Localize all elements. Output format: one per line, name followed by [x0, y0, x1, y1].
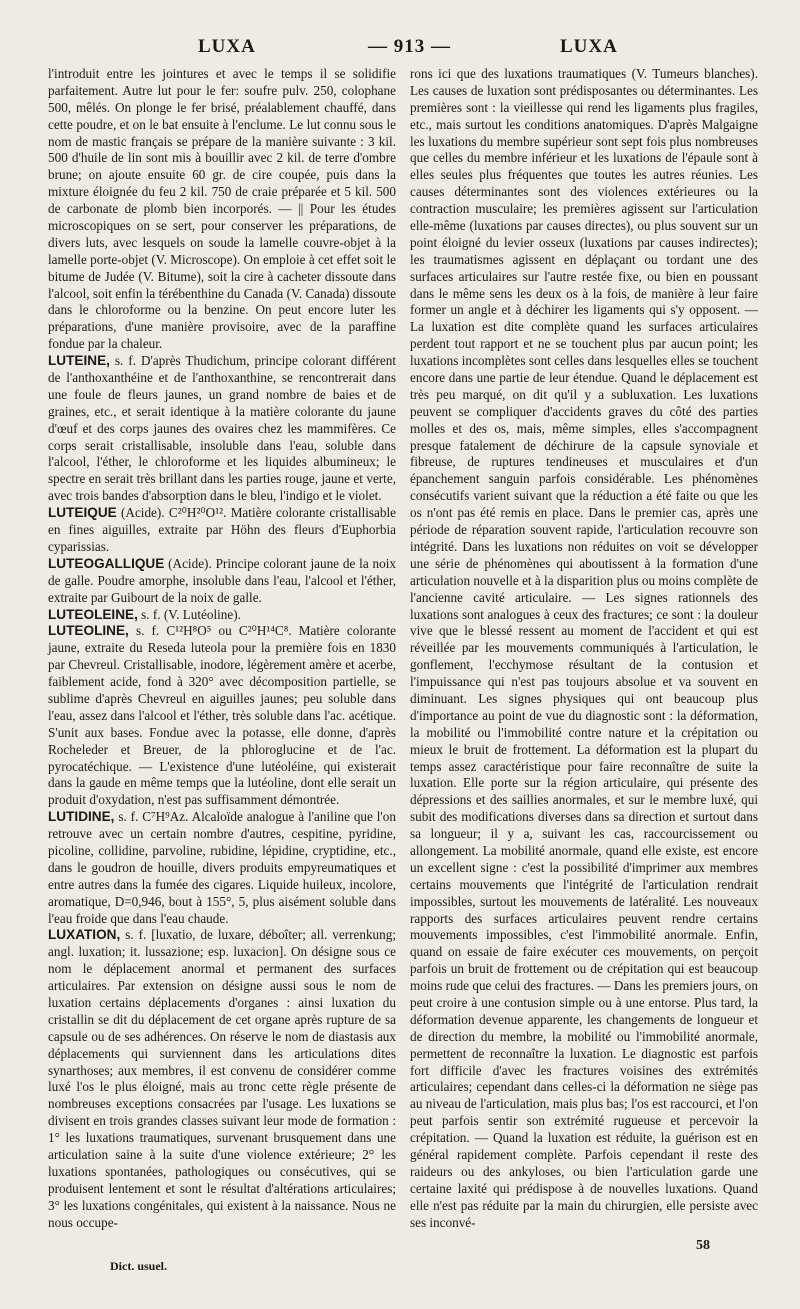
- entry-headword: LUTEOLINE,: [48, 623, 129, 639]
- entry-text: (Acide). C²⁰H²⁰O¹². Matière colorante cristallisable en fines aiguilles, extraite par Höhn des fleurs d'Euphorbia cyparissias.: [48, 505, 396, 554]
- entry-lut-continuation: [48, 66, 396, 353]
- entry-text: s. f. C⁷H⁹Az. Alcaloïde analogue à l'aniline que l'on retrouve avec un certain nombre d'autres, cespitine, pyridine, picoline, collidine, parvoline, rubidine, lépidine, cryptidine, etc., dans le goudron de houille, divers produits empyreumatiques et entre autres dans la fumée des cigares. Liquide huileux, incolore, aromatique, D=0,946, bout à 155°, 5, plus aisément soluble dans l'eau froide que dans l'eau chaude.: [48, 809, 396, 926]
- sheet-number: 58: [696, 1238, 710, 1253]
- entry-text: s. f. D'après Thudichum, principe colorant différent de l'anthoxanthéine et de l'anthoxanthine, se rencontrerait dans une foule de fleurs jaunes, un grand nombre de baies et de graines, etc., et serait identique à la matière colorante du jaune d'œuf et des corps jaunes des ovaires chez les mammifères. Ce corps serait cristallisable, insoluble dans l'eau, soluble dans l'alcool, l'éther, le chloroforme et les liquides albumineux; le spectre en serait très brillant dans les parties rouge, jaune et verte, avec trois bandes d'absorption dans le bleu, l'indigo et le violet.: [48, 353, 396, 504]
- entry-lutidine: [48, 809, 396, 927]
- entry-luteoline: [48, 623, 396, 809]
- entry-luteine: [48, 353, 396, 505]
- entry-text: s. f. C¹²H⁸O⁵ ou C²⁰H¹⁴C⁸. Matière colorante jaune, extraite du Reseda luteola pour la première fois en 1830 par Chevreul. Cristallisable, inodore, légèrement amère et acerbe, faiblement acide, fond à 320° avec décomposition partielle, se sublime d'après Chevreul en aiguilles jaunes; peu soluble dans l'eau, assez dans l'alcool et l'éther, très soluble dans l'ac. acétique. S'unit aux bases. Fondue avec la potasse, elle donne, d'après Rocheleder et Breuer, de la phloroglucine et de l'ac. pyrocatéchique. — L'existence d'une lutéoléine, qui existerait dans la gaude en même temps que la lutéoline, dont elle serait un produit d'oxydation, n'est pas suffisamment démontrée.: [48, 623, 396, 808]
- entry-text: s. f. [luxatio, de luxare, déboîter; all. verrenkung; angl. luxation; it. lussazione; esp. luxacion]. On désigne sous ce nom le déplacement anormal et permanent des surfaces articulaires. Par extension on désigne aussi sous le nom de luxation certains déplacements d'organes : ainsi luxation du cristallin se dit du déplacement de cet organe après rupture de sa capsule ou de ses adhérences. On réserve le nom de diastasis aux déplacements qui surviennent dans les articulations dites synarthoses; aux membres, il est convenu de considérer comme luxé l'os le plus éloigné, mais au tronc cette règle présente de nombreuses exceptions consacrées par l'usage. Les luxations se divisent en trois grandes classes suivant leur mode de formation : 1° les luxations traumatiques, survenant brusquement dans une articulation saine à la suite d'une violence extérieure; 2° les luxations spontanées, pathologiques ou consécutives, qui se produisent lentement et sont le résultat d'altérations articulaires; 3° les luxations congénitales, qui existent à la naissance. Nous ne nous occupe-: [48, 927, 396, 1230]
- entry-headword: LUXATION,: [48, 927, 121, 943]
- running-header: [0, 36, 800, 64]
- right-column: [410, 66, 758, 1231]
- signature-mark: Dict. usuel.: [110, 1259, 167, 1273]
- header-right-word: LUXA: [560, 36, 618, 57]
- entry-luteique: [48, 505, 396, 556]
- entry-text: rons ici que des luxations traumatiques (V. Tumeurs blanches). Les causes de luxation sont prédisposantes ou déterminantes. Les premières sont : la vieillesse qui rend les ligaments plus fragiles, etc., mais surtout les conditions anatomiques. D'après Malgaigne les luxations du membre supérieur sont sept fois plus nombreuses que celles du membre inférieur et les luxations de l'épaule sont à elles seules plus fréquentes que toutes les autres réunies. Les causes déterminantes sont des violences extérieures ou la contraction musculaire; les premières agissent sur l'articulation elle-même (luxations par causes directes), ou plus souvent sur un point éloigné du levier osseux (luxations par causes indirectes); les traumatismes agissent en déplaçant ou tordant une des surfaces articulaires sur l'autre restée fixe, ou bien en poussant dans le même sens les deux os à la fois, de manière à leur faire former un angle et à déchirer les ligaments qui s'y opposent. — La luxation est dite complète quand les surfaces articulaires perdent tout rapport et ne se touchent plus par aucun point; les luxations incomplètes sont celles dans lesquelles elles se touchent encore dans une partie de leur étendue. Quand le déplacement est très peu marqué, on dit qu'il y a subluxation. Les luxations peuvent se compliquer d'accidents graves du côté des parties molles et des os, mais, même simples, elles s'accompagnent presque fatalement de déchirure de la capsule synoviale et fibreuse, de ruptures tendineuses et musculaires et d'un épanchement sanguin parfois considérable. Les phénomènes consécutifs varient suivant que la réduction a été faite ou que les os n'ont pas été remis en place. Dans le premier cas, après une période de réparation souvent rapide, l'articulation recouvre son intégrité. Dans les luxations non réduites on voit se développer une série de phénomènes qui aboutissent à la formation d'une articulation nouvelle et à la disparition plus ou moins complète de l'ancienne cavité articulaire. — Les signes rationnels des luxations sont analogues à ceux des fractures; ce sont : la douleur vive que le blessé ressent au moment de l'accident et qui est réveillée par les mouvements communiqués à l'articulation, le gonflement, l'ecchymose résultant de la contusion et l'impuissance qui n'est pas toujours absolue et va souvent en diminuant. Les signes physiques qui ont beaucoup plus d'importance au point de vue du diagnostic sont : la déformation, la mobilité ou l'immobilité contre nature et la crépitation ou mieux le bruit de frottement. La déformation est la plupart du temps assez caractéristique pour faire reconnaître de suite la luxation. Elle porte sur la région articulaire, qui présente des dépressions et des saillies anormales, et sur le membre luxé, qui subit des modifications diverses dans sa direction et surtout dans sa longueur; il y a, suivant les cas, raccourcissement ou allongement. La mobilité anormale, quand elle existe, est encore un excellent signe : c'est la possibilité d'imprimer aux membres certains mouvements que l'intégrité de l'articulation rendrait impossibles, surtout les mouvements de latéralité. Les nouveaux rapports des surfaces articulaires peuvent rendre certains mouvements impossibles, c'est l'immobilité anormale. Enfin, quand on essaie de faire exécuter ces mouvements, on perçoit parfois un bruit de frottement ou de crépitation qui est beaucoup moins rude que celui des fractures. — Dans les premiers jours, on peut croire à une contusion simple ou à une entorse. Plus tard, la déformation devenue apparente, les changements de longueur et de direction du membre, la mobilité ou l'immobilité anormale, permettent de reconnaître la luxation. Le diagnostic est parfois fort difficile d'avec les fractures voisines des extrémités articulaires; cependant dans celles-ci la déformation ne siège pas au niveau de l'articulation, mais plus bas; l'os est raccourci, et l'on peut parfois sentir son extrémité rugueuse et percevoir la crépitation. — Quand la luxation est réduite, la guérison est en général rapidement complète. Parfois cependant il reste des raideurs ou des ankyloses, ou bien l'articulation garde une certaine laxité qui prédispose à de nouvelles luxations. Quand elle n'est pas réduite par la main du chirurgien, elle persiste avec ses inconvé-: [410, 66, 758, 1230]
- entry-headword: LUTEOGALLIQUE: [48, 555, 165, 571]
- entry-headword: LUTEOLEINE,: [48, 606, 138, 622]
- entry-text: l'introduit entre les jointures et avec le temps il se solidifie parfaitement. Autre lut pour le fer: soufre pulv. 250, colophane 500, mêlés. On plonge le fer brisé, préalablement chauffé, dans cette poudre, et on le bat ensuite à l'enclume. Le lut connu sous le nom de mastic français se prépare de la manière suivante : 3 kil. 500 d'huile de lin sont mis à bouillir avec 2 kil. de terre d'ombre brune; on ajoute ensuite 60 gr. de cire coupée, puis dans la mixture éloignée du feu 2 kil. 750 de craie préparée et 5 kil. 500 de carbonate de plomb bien incorporés. — || Pour les études microscopiques on se sert, pour conserver les préparations, de divers luts, avec lesquels on soude la lamelle couvre-objet à la lamelle porte-objet (V. Microscope). On emploie à cet effet soit le bitume de Judée (V. Bitume), soit la cire à cacheter dissoute dans l'alcool, soit enfin la térébenthine du Canada (V. Canada) dissoute dans le chloroforme ou la benzine. On peut encore luter les préparations, d'une manière provisoire, avec de la paraffine fondue par la chaleur.: [48, 66, 396, 352]
- entry-luxation-continuation: [410, 66, 758, 1231]
- entry-luteogallique: [48, 556, 396, 607]
- entry-luxation: [48, 927, 396, 1231]
- left-column: [48, 66, 396, 1231]
- entry-text: (Acide). Principe colorant jaune de la noix de galle. Poudre amorphe, insoluble dans l'eau, l'alcool et l'éther, extraite par Guibourt de la noix de galle.: [48, 555, 396, 605]
- header-left-word: LUXA: [198, 36, 256, 57]
- entry-headword: LUTEIQUE: [48, 505, 117, 521]
- page-number-header: — 913 —: [368, 36, 451, 57]
- entry-headword: LUTEINE,: [48, 353, 110, 369]
- entry-text: s. f. (V. Lutéoline).: [137, 606, 241, 622]
- entry-luteoleine: [48, 607, 396, 624]
- entry-headword: LUTIDINE,: [48, 809, 115, 825]
